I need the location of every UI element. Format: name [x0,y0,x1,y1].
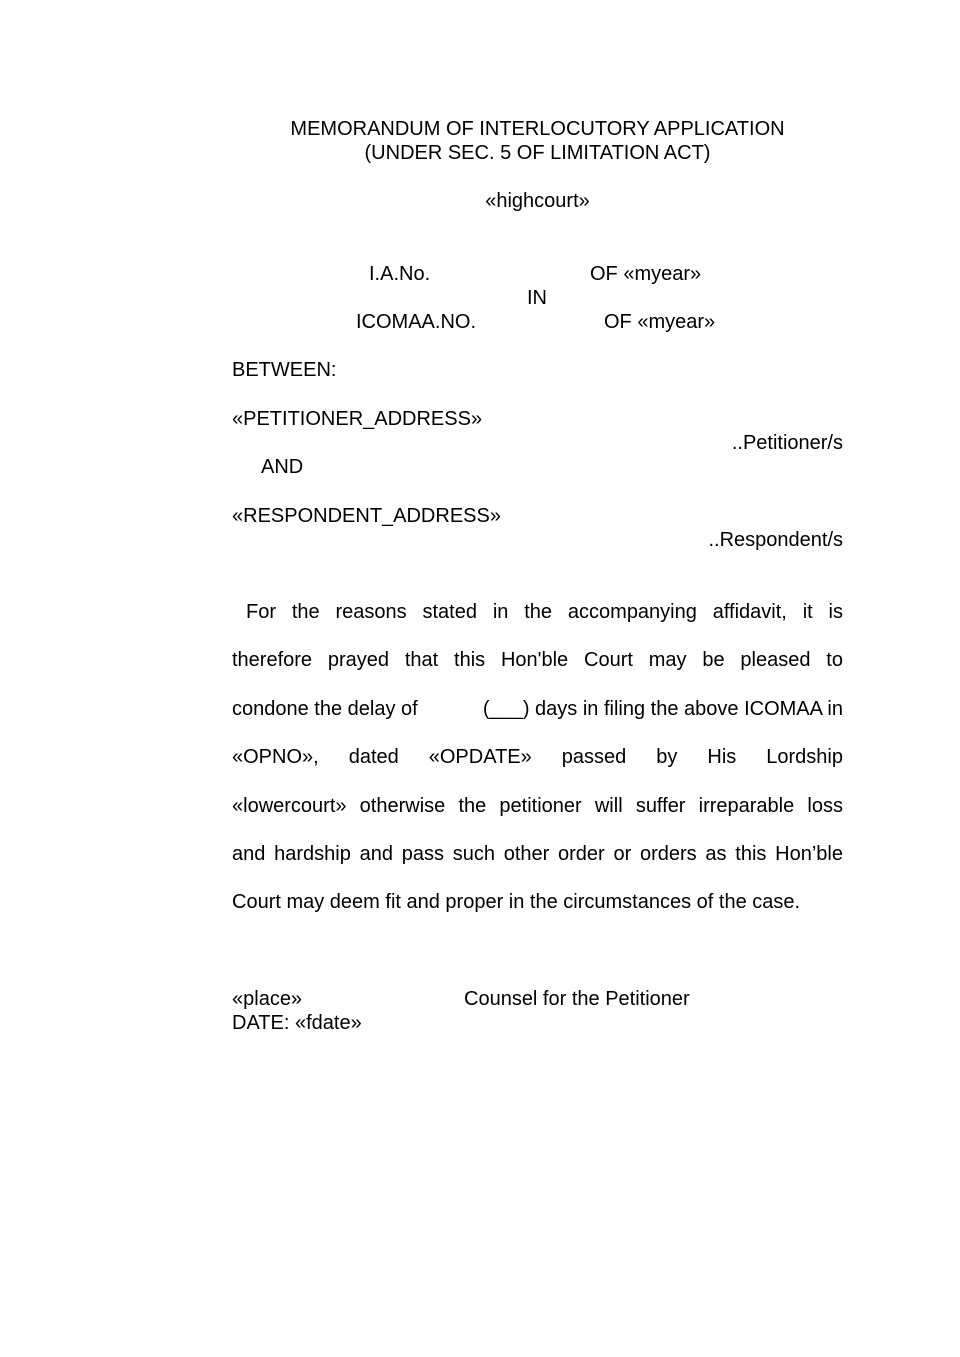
in-label: IN [527,287,547,309]
court-name: «highcourt» [485,190,590,212]
prayer-line: «OPNO», dated «OPDATE» passed by His Lordship [232,746,843,768]
prayer-line: therefore prayed that this Hon'ble Court may be pleased to [232,649,843,671]
document-subtitle: (UNDER SEC. 5 OF LIMITATION ACT) [364,142,711,164]
and-label: AND [261,456,304,478]
ia-number-label: I.A.No. [369,263,431,285]
place-field: «place» [232,988,303,1010]
prayer-line: Court may deem fit and proper in the circumstances of the case. [232,891,801,913]
date-field: DATE: «fdate» [232,1012,362,1034]
icomaa-year: OF «myear» [604,311,716,333]
prayer-line: For the reasons stated in the accompanying affidavit, it is [246,601,843,623]
prayer-line: and hardship and pass such other order or orders as this Hon’ble [232,843,843,865]
respondent-role: ..Respondent/s [708,529,843,551]
prayer-line: «lowercourt» otherwise the petitioner will suffer irreparable loss [232,795,843,817]
petitioner-role: ..Petitioner/s [731,432,843,454]
prayer-line-start: condone the delay of [232,698,418,720]
between-label: BETWEEN: [232,359,337,381]
petitioner-address: «PETITIONER_ADDRESS» [232,408,483,430]
respondent-address: «RESPONDENT_ADDRESS» [232,505,501,527]
icomaa-number-label: ICOMAA.NO. [356,311,477,333]
document-title: MEMORANDUM OF INTERLOCUTORY APPLICATION [290,118,785,140]
ia-year: OF «myear» [590,263,702,285]
prayer-line-end: (___) days in filing the above ICOMAA in [482,698,843,720]
counsel-signature-label: Counsel for the Petitioner [464,988,690,1010]
